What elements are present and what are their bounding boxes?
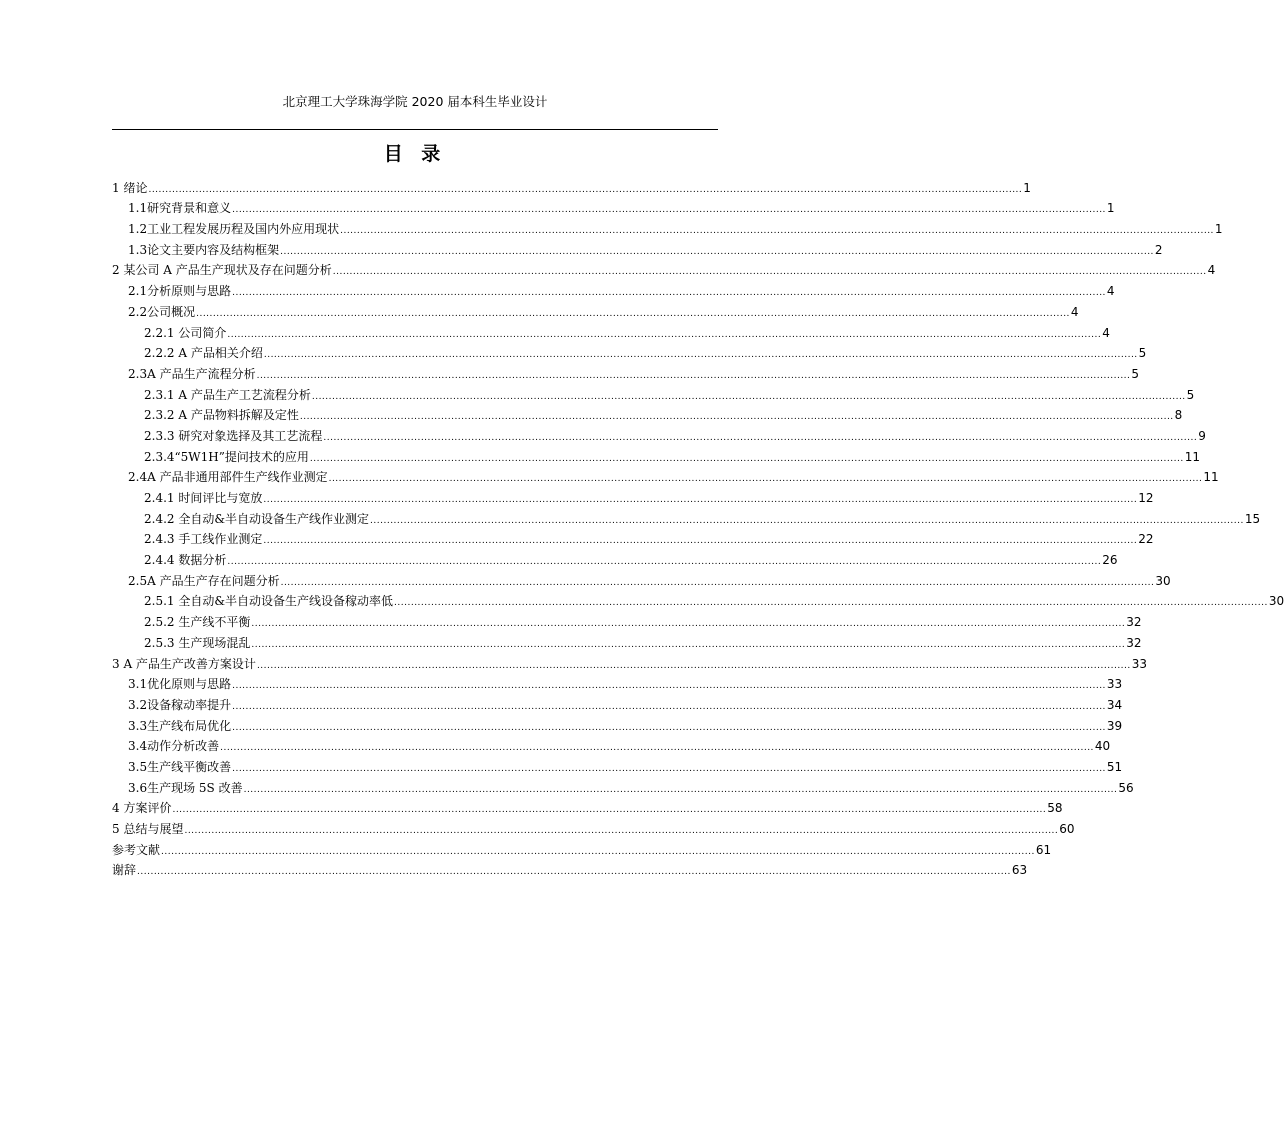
toc-entry[interactable]	[112, 422, 1206, 443]
dot-leader: ....................................................................................................................................................................................................................................................................	[328, 474, 1203, 485]
toc-entry-page-number: 5	[1186, 387, 1195, 402]
toc-entry-label: 2.3.4“5W1H”提问技术的应用	[144, 449, 309, 464]
toc-entry-label: 2.5.1 全自动&半自动设备生产线设备稼动率低	[144, 594, 394, 609]
toc-entry-page-number: 11	[1184, 449, 1200, 464]
toc-entry-page-number: 1	[1214, 222, 1223, 237]
toc-entry-label: 3.5生产线平衡改善	[128, 759, 232, 774]
toc-entry[interactable]	[112, 795, 1063, 816]
toc-entry[interactable]	[112, 236, 1163, 257]
toc-entry[interactable]	[112, 505, 1261, 526]
toc-entry[interactable]	[112, 774, 1134, 795]
toc-entry[interactable]	[112, 484, 1154, 505]
toc-entry-page-number: 34	[1106, 697, 1123, 712]
dot-leader: ....................................................................................................................................................................................................................................................................	[232, 763, 1106, 774]
toc-entry-page-number: 1	[1106, 201, 1115, 216]
toc-entry-label: 1.1研究背景和意义	[128, 201, 232, 216]
toc-entry-page-number: 51	[1106, 759, 1123, 774]
toc-entry-label: 5 总结与展望	[112, 822, 184, 836]
toc-entry-page-number: 26	[1102, 553, 1118, 568]
toc-entry-page-number: 8	[1174, 408, 1183, 423]
toc-entry[interactable]	[112, 733, 1111, 754]
toc-entry-label: 1 绪论	[112, 180, 148, 195]
toc-entry-label: 2.4A 产品非通用部件生产线作业测定	[128, 470, 328, 485]
toc-entry[interactable]	[112, 195, 1115, 216]
toc-entry-page-number: 60	[1059, 822, 1075, 836]
toc-entry[interactable]	[112, 319, 1110, 340]
dot-leader: ....................................................................................................................................................................................................................................................................	[323, 432, 1198, 443]
toc-entry-page-number: 4	[1070, 304, 1079, 319]
dot-leader: ....................................................................................................................................................................................................................................................................	[256, 660, 1131, 671]
toc-entry[interactable]	[112, 857, 1028, 878]
toc-entry-page-number: 4	[1102, 325, 1110, 340]
toc-entry-page-number: 63	[1011, 863, 1028, 878]
toc-entry-page-number: 58	[1047, 801, 1063, 816]
dot-leader: ....................................................................................................................................................................................................................................................................	[196, 308, 1070, 319]
dot-leader: ....................................................................................................................................................................................................................................................................	[340, 226, 1214, 237]
toc-entry-page-number: 30	[1155, 573, 1171, 588]
dot-leader: ....................................................................................................................................................................................................................................................................	[256, 370, 1131, 381]
dot-leader: ....................................................................................................................................................................................................................................................................	[232, 288, 1106, 299]
toc-entry-label: 2.3.1 A 产品生产工艺流程分析	[144, 387, 311, 402]
dot-leader: ....................................................................................................................................................................................................................................................................	[161, 846, 1035, 857]
toc-entry-label: 4 方案评价	[112, 801, 172, 816]
toc-entry-label: 2.5A 产品生产存在问题分析	[128, 573, 280, 588]
dot-leader: ....................................................................................................................................................................................................................................................................	[137, 867, 1011, 878]
toc-entry-page-number: 33	[1106, 677, 1123, 692]
dot-leader: ....................................................................................................................................................................................................................................................................	[148, 184, 1023, 195]
dot-leader: ....................................................................................................................................................................................................................................................................	[263, 350, 1138, 361]
toc-entry-label: 谢辞	[112, 863, 137, 878]
dot-leader: ....................................................................................................................................................................................................................................................................	[370, 515, 1244, 526]
toc-entry-label: 3.6生产现场 5S 改善	[128, 780, 243, 795]
toc-entry-label: 3 A 产品生产改善方案设计	[112, 656, 256, 671]
dot-leader: ....................................................................................................................................................................................................................................................................	[311, 391, 1186, 402]
dot-leader: ....................................................................................................................................................................................................................................................................	[243, 784, 1118, 795]
dot-leader: ....................................................................................................................................................................................................................................................................	[394, 598, 1268, 609]
dot-leader: ....................................................................................................................................................................................................................................................................	[220, 743, 1094, 754]
dot-leader: ....................................................................................................................................................................................................................................................................	[309, 453, 1184, 464]
toc-entry-label: 2 某公司 A 产品生产现状及存在问题分析	[112, 263, 332, 278]
toc-entry-label: 3.2设备稼动率提升	[128, 697, 232, 712]
toc-entry-page-number: 39	[1106, 718, 1123, 733]
toc-entry-label: 2.3.3 研究对象选择及其工艺流程	[144, 428, 323, 443]
page-title: 目 录	[383, 143, 447, 165]
toc-entry-label: 2.5.3 生产现场混乱	[144, 635, 251, 650]
toc-entry[interactable]	[112, 588, 1284, 609]
dot-leader: ....................................................................................................................................................................................................................................................................	[251, 619, 1126, 630]
toc-entry[interactable]	[112, 340, 1147, 361]
toc-entry-label: 参考文献	[112, 842, 161, 857]
toc-entry[interactable]	[112, 298, 1079, 319]
dot-leader: ....................................................................................................................................................................................................................................................................	[332, 267, 1207, 278]
toc-entry-page-number: 11	[1203, 470, 1219, 485]
toc-entry-page-number: 5	[1138, 346, 1147, 361]
toc-entry-label: 2.5.2 生产线不平衡	[144, 615, 251, 630]
toc-entry-page-number: 12	[1138, 491, 1154, 505]
toc-entry[interactable]	[112, 381, 1195, 402]
toc-entry[interactable]	[112, 691, 1123, 712]
toc-entry-label: 2.3.2 A 产品物料拆解及定性	[144, 408, 299, 423]
toc-entry[interactable]	[112, 526, 1154, 547]
toc-entry-page-number: 5	[1131, 366, 1140, 381]
toc-entry-page-number: 56	[1118, 780, 1134, 795]
dot-leader: ....................................................................................................................................................................................................................................................................	[263, 495, 1138, 505]
dot-leader: ....................................................................................................................................................................................................................................................................	[263, 536, 1138, 547]
dot-leader: ....................................................................................................................................................................................................................................................................	[184, 826, 1059, 836]
toc-entry-page-number: 4	[1207, 263, 1216, 278]
dot-leader: ....................................................................................................................................................................................................................................................................	[232, 681, 1106, 692]
toc-entry-page-number: 15	[1244, 511, 1261, 526]
toc-entry-page-number: 33	[1131, 656, 1148, 671]
dot-leader: ....................................................................................................................................................................................................................................................................	[232, 722, 1106, 733]
dot-leader: ....................................................................................................................................................................................................................................................................	[299, 412, 1174, 423]
toc-entry[interactable]	[112, 671, 1123, 692]
dot-leader: ....................................................................................................................................................................................................................................................................	[232, 701, 1106, 712]
toc-entry-label: 2.4.1 时间评比与宽放	[144, 491, 263, 505]
toc-entry[interactable]	[112, 277, 1115, 299]
toc-entry[interactable]	[112, 629, 1142, 650]
table-of-contents	[112, 174, 1284, 878]
toc-entry[interactable]	[112, 608, 1142, 630]
toc-entry-label: 1.2工业工程发展历程及国内外应用现状	[128, 222, 340, 237]
dot-leader: ....................................................................................................................................................................................................................................................................	[232, 205, 1106, 216]
dot-leader: ....................................................................................................................................................................................................................................................................	[280, 246, 1154, 257]
toc-entry-label: 2.4.4 数据分析	[144, 553, 227, 568]
toc-entry[interactable]	[112, 546, 1118, 568]
dot-leader: ....................................................................................................................................................................................................................................................................	[227, 329, 1102, 340]
toc-entry-label: 2.2.2 A 产品相关介绍	[144, 346, 263, 361]
toc-entry-label: 2.2公司概况	[128, 304, 196, 319]
toc-entry-label: 2.1分析原则与思路	[128, 284, 232, 299]
toc-entry-page-number: 4	[1106, 284, 1115, 299]
toc-entry-page-number: 30	[1268, 594, 1284, 609]
toc-entry-page-number: 2	[1154, 242, 1163, 257]
dot-leader: ....................................................................................................................................................................................................................................................................	[172, 805, 1047, 816]
header-divider	[112, 129, 718, 130]
toc-entry[interactable]	[112, 464, 1219, 485]
running-header: 北京理工大学珠海学院 2020 届本科生毕业设计	[282, 94, 548, 109]
toc-entry-page-number: 32	[1126, 615, 1142, 630]
toc-entry[interactable]	[112, 257, 1216, 278]
toc-entry[interactable]	[112, 402, 1183, 423]
dot-leader: ....................................................................................................................................................................................................................................................................	[280, 577, 1155, 588]
toc-entry[interactable]	[112, 443, 1200, 464]
toc-entry-label: 1.3论文主要内容及结构框架	[128, 242, 280, 257]
toc-entry-label: 2.2.1 公司简介	[144, 325, 227, 340]
toc-entry[interactable]	[112, 836, 1052, 857]
toc-entry-page-number: 40	[1094, 739, 1111, 754]
toc-entry[interactable]	[112, 174, 1031, 195]
toc-entry-label: 3.1优化原则与思路	[128, 677, 232, 692]
dot-leader: ....................................................................................................................................................................................................................................................................	[227, 557, 1102, 568]
toc-entry-page-number: 22	[1138, 532, 1154, 547]
toc-entry-label: 2.4.3 手工线作业测定	[144, 532, 263, 547]
toc-entry-page-number: 61	[1035, 842, 1052, 857]
toc-entry[interactable]	[112, 815, 1075, 836]
toc-entry-page-number: 9	[1198, 428, 1206, 443]
toc-entry[interactable]	[112, 567, 1171, 588]
toc-entry-page-number: 1	[1023, 180, 1031, 195]
toc-entry-label: 3.4动作分析改善	[128, 739, 220, 754]
dot-leader: ....................................................................................................................................................................................................................................................................	[251, 639, 1126, 650]
toc-entry[interactable]	[112, 360, 1140, 381]
toc-entry-label: 3.3生产线布局优化	[128, 718, 232, 733]
toc-entry[interactable]	[112, 753, 1123, 774]
toc-entry[interactable]	[112, 712, 1123, 733]
toc-entry-page-number: 32	[1126, 635, 1142, 650]
toc-entry[interactable]	[112, 650, 1148, 671]
toc-entry-label: 2.3A 产品生产流程分析	[128, 366, 256, 381]
toc-entry[interactable]	[112, 215, 1223, 237]
toc-entry-label: 2.4.2 全自动&半自动设备生产线作业测定	[144, 511, 370, 526]
